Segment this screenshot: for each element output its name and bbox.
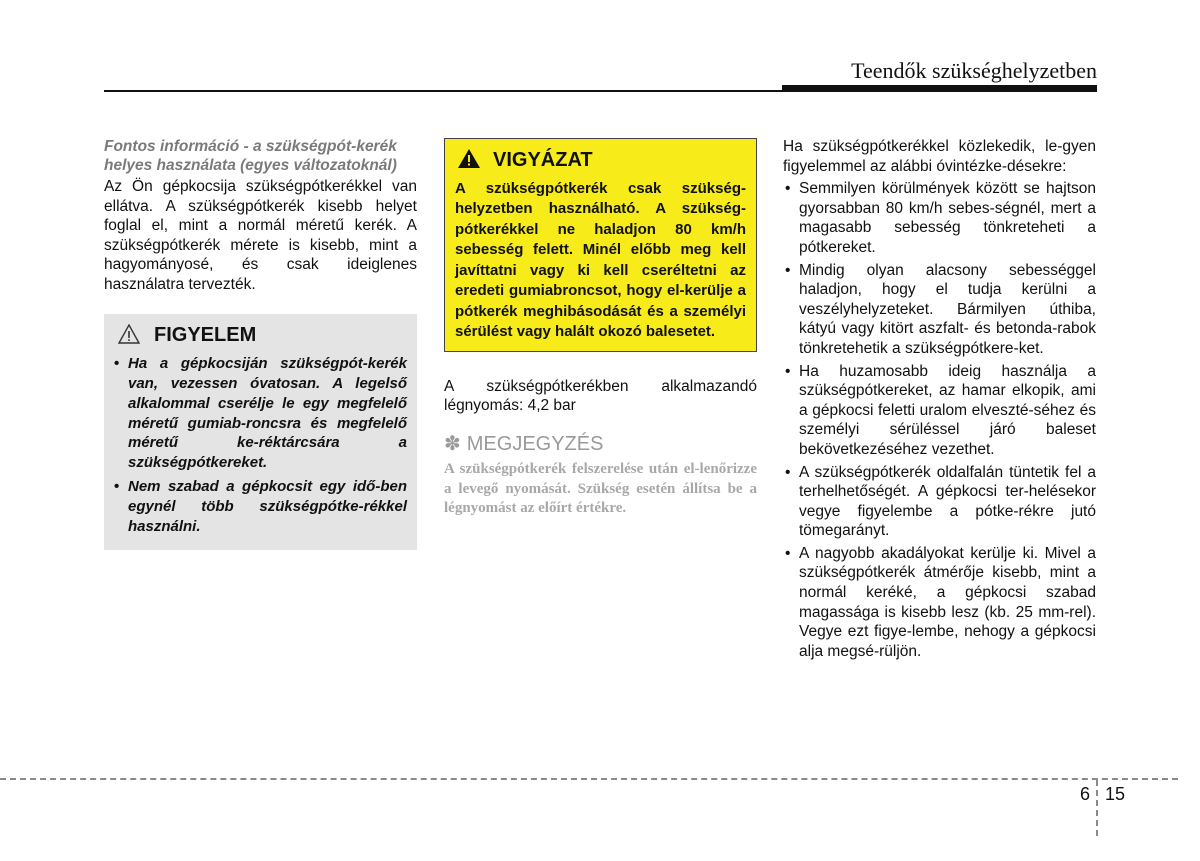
precaution-item: • Semmilyen körülmények között se hajtson gyorsabban 80 km/h sebes-ségnél, mert a magasabb sebesség tönkreteheti a pótkereket.: [783, 179, 1096, 257]
vigyazat-text: A szükségpótkerék csak szükség-helyzetben használható. A szükség-pótkerékkel ne haladjon 80 km/h sebesség felett. Minél előbb meg kell javíttatni vagy ki kell cseréltetni az eredeti gumiabroncsot, hogy el-kerülje a pótkerék meghibásodását és a személyi sérülést vagy halált okozó balesetet.: [455, 179, 746, 341]
megjegyzes-header: [444, 432, 757, 455]
info-subheading: Fontos információ - a szükségpót-kerék helyes használata (egyes változatoknál): [104, 138, 397, 174]
precaution-item: • A szükségpótkerék oldalfalán tüntetik fel a terhelhetőségét. A gépkocsi ter-helésekor vegye figyelembe a pótke-rékre jutó tömegarányt.: [783, 463, 1096, 541]
precaution-item: • Ha huzamosabb ideig használja a szükségpótkereket, az hamar elkopik, ami a gépkocsi feletti uralom elveszté-séhez és személyi sérüléssel járó baleset bekövetkezéséhez vezethet.: [783, 362, 1096, 460]
vigyazat-box: [444, 138, 757, 352]
footer-divider: [0, 778, 1178, 780]
megjegyzes-text: A szükségpótkerék felszerelése után el-lenőrizze a levegő nyomását. Szükség esetén állítsa be a légnyomást az előírt értékre.: [444, 461, 757, 517]
middle-column: [444, 138, 757, 519]
left-column: [104, 137, 417, 550]
pressure-text: A szükségpótkerékben alkalmazandó légnyomás: 4,2 bar: [444, 377, 757, 415]
figyelem-list: [114, 354, 407, 536]
figyelem-title: FIGYELEM: [154, 324, 257, 347]
page-number: 15: [1105, 784, 1126, 804]
vigyazat-title: VIGYÁZAT: [493, 149, 593, 171]
warning-triangle-icon: [457, 148, 481, 174]
warning-outline-icon: [118, 324, 140, 349]
figyelem-item: • Ha a gépkocsiján szükségpót-kerék van, vezessen óvatosan. A legelső alkalommal cserélje le egy megfelelő méretű gumiab-roncsra és megfelelő méretű ke-réktárcsára a szükségpótkereket.: [114, 354, 407, 473]
right-column: [783, 137, 1096, 661]
precautions-intro: Ha szükségpótkerékkel közlekedik, le-gyen figyelemmel az alábbi óvintézke-désekre:: [783, 138, 1096, 175]
info-paragraph: Az Ön gépkocsija szükségpótkerékkel van ellátva. A szükségpótkerék kisebb helyet foglal el, mint a normál méretű kerék. A szükségpótkerék mérete is kisebb, mint a hagyományosé, és csak ideiglenes használatra tervezték.: [104, 178, 417, 293]
precaution-item: • A nagyobb akadályokat kerülje ki. Mivel a szükségpótkerék átmérője kisebb, mint a normál keréké, a gépkocsi szabad magassága is kisebb lesz (kb. 25 mm-rel). Vegye ezt figye-lembe, nehogy a gépkocsi alja megsé-rüljön.: [783, 544, 1096, 662]
figyelem-box: [104, 314, 417, 551]
asterisk-note-icon: ✽: [444, 432, 461, 455]
footer-page-divider: [1096, 780, 1098, 836]
precautions-list: [783, 179, 1096, 661]
section-title: Teendők szükséghelyzetben: [851, 58, 1097, 83]
figyelem-header: [118, 324, 407, 349]
megjegyzes-title: MEGJEGYZÉS: [466, 432, 604, 455]
precaution-item: • Mindig olyan alacsony sebességgel haladjon, hogy el tudja kerülni a veszélyhelyzeteket. Bármilyen úthiba, kátyú vagy kitört aszfalt- és betonda-rabok tönkretehetik a szükségpótkere-ket.: [783, 261, 1096, 359]
chapter-number: 6: [1080, 784, 1091, 804]
figyelem-item: • Nem szabad a gépkocsit egy idő-ben egynél több szükségpótke-rékkel használni.: [114, 477, 407, 536]
header-rule-accent: [782, 85, 1097, 92]
vigyazat-header: [457, 148, 746, 174]
